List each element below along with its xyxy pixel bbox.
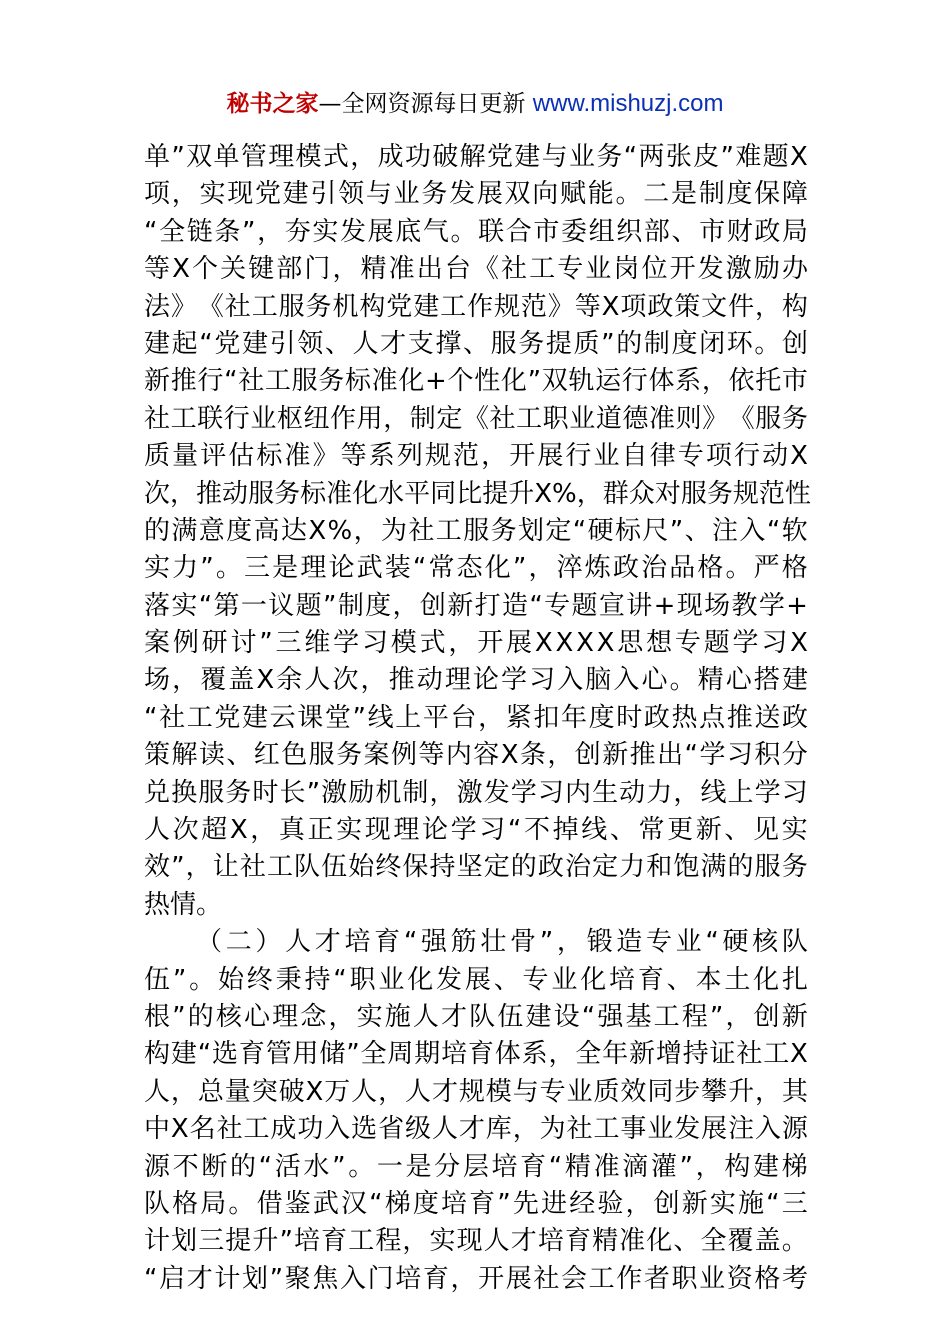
text-line [144,662,808,699]
text-line [144,438,808,475]
text-line-content: 质 量 评 估 标 准 》 等 系 列 规 范 ， 开 展 行 业 自 律 专 项 行 动 X [144,441,808,472]
text-line-content: （ 二 ） 人 才 培 育 “ 强 筋 壮 骨 ” ， 锻 造 专 业 “ 硬 核 队 [196,927,808,958]
text-line [144,1223,808,1260]
text-line-content: 热情。 [144,889,223,920]
header-url-link[interactable]: www.mishuzj.com [532,90,724,117]
text-line-content: 根 ” 的 核 心 理 念 ， 实 施 人 才 队 伍 建 设 “ 强 基 工 程 ” ， 创 新 [144,1001,808,1032]
text-line-content: 策 解 读 、 红 色 服 务 案 例 等 内 容 X 条 ， 创 新 推 出 “ 学 习 积 分 [144,740,808,771]
text-line [144,550,808,587]
text-line [144,1074,808,1111]
text-line-content: 人 ， 总 量 突 破 X 万 人 ， 人 才 规 模 与 专 业 质 效 同 步 攀 升 ， 其 [144,1076,808,1107]
text-line-content: 中 X 名 社 工 成 功 入 选 省 级 人 才 库 ， 为 社 工 事 业 发 展 注 入 源 [144,1114,808,1145]
text-line [144,588,808,625]
header-tagline: —全网资源每日更新 [318,91,533,117]
text-line-content: 社 工 联 行 业 枢 纽 作 用 ， 制 定 《 社 工 职 业 道 德 准 则 》 《 服 务 [144,403,808,434]
text-line [144,775,808,812]
text-line [144,401,808,438]
text-line [144,214,808,251]
text-line-content: 案 例 研 讨 ” 三 维 学 习 模 式 ， 开 展 X X X X 思 想 专 题 学 习 X [144,628,808,659]
text-line-content: 的 满 意 度 高 达 X % ， 为 社 工 服 务 划 定 “ 硬 标 尺 ” 、 注 入 “ 软 [144,515,808,546]
text-line [144,887,808,924]
text-line [144,363,808,400]
text-line-content: 项 ， 实 现 党 建 引 领 与 业 务 发 展 双 向 赋 能 。 二 是 制 度 保 障 [144,179,808,210]
text-line [144,326,808,363]
text-line [144,962,808,999]
text-line-content: 效 ” ， 让 社 工 队 伍 始 终 保 持 坚 定 的 政 治 定 力 和 饱 满 的 服 务 [144,852,808,883]
text-line-content: 兑 换 服 务 时 长 ” 激 励 机 制 ， 激 发 学 习 内 生 动 力 ， 线 上 学 习 [144,777,808,808]
text-line [144,1261,808,1298]
brand-name: 秘书之家 [226,91,319,117]
text-line [144,289,808,326]
text-line [144,513,808,550]
text-line-content: 计 划 三 提 升 ” 培 育 工 程 ， 实 现 人 才 培 育 精 准 化 、 全 覆 盖 。 [144,1226,808,1257]
text-line-content: 次 ， 推 动 服 务 标 准 化 水 平 同 比 提 升 X % ， 群 众 对 服 务 规 范 性 [144,478,811,509]
text-line-content: 法 》 《 社 工 服 务 机 构 党 建 工 作 规 范 》 等 X 项 政 策 文 件 ， 构 [144,291,808,322]
text-line [144,812,808,849]
text-line [144,176,808,213]
text-line-content: 新 推 行 “ 社 工 服 务 标 准 化 + 个 性 化 ” 双 轨 运 行 体 系 ， 依 托 市 [144,366,808,397]
text-line-content: 人 次 超 X ， 真 正 实 现 理 论 学 习 “ 不 掉 线 、 常 更 新 、 见 实 [144,815,808,846]
text-line-content: 场 ， 覆 盖 X 余 人 次 ， 推 动 理 论 学 习 入 脑 入 心 。 精 心 搭 建 [144,665,808,696]
text-line-content: 实 力 ” 。 三 是 理 论 武 装 “ 常 态 化 ” ， 淬 炼 政 治 品 格 。 严 格 [144,553,808,584]
text-line [144,1186,808,1223]
text-line [144,999,808,1036]
text-line-content: 队 格 局 。 借 鉴 武 汉 “ 梯 度 培 育 ” 先 进 经 验 ， 创 新 实 施 “ 三 [144,1188,808,1219]
document-body [144,139,811,1298]
text-line-content: “ 社 工 党 建 云 课 堂 ” 线 上 平 台 ， 紧 扣 年 度 时 政 热 点 推 送 政 [144,702,808,733]
text-line-content: 构 建 “ 选 育 管 用 储 ” 全 周 期 培 育 体 系 ， 全 年 新 增 持 证 社 工 X [144,1039,808,1070]
text-line [144,139,808,176]
text-line [144,924,808,961]
text-line [144,737,808,774]
text-line [144,251,808,288]
text-line-content: 源 不 断 的 “ 活 水 ” 。 一 是 分 层 培 育 “ 精 准 滴 灌 ” ， 构 建 梯 [144,1151,808,1182]
text-line [144,1111,808,1148]
text-line-content: 伍 ” 。 始 终 秉 持 “ 职 业 化 发 展 、 专 业 化 培 育 、 本 土 化 扎 [144,964,808,995]
text-line [144,1036,808,1073]
text-line [144,1149,808,1186]
text-line [144,625,808,662]
text-line-content: “ 全 链 条 ” ， 夯 实 发 展 底 气 。 联 合 市 委 组 织 部 、 市 财 政 局 [144,216,808,247]
text-line [144,700,808,737]
text-line-content: 单 ” 双 单 管 理 模 式 ， 成 功 破 解 党 建 与 业 务 “ 两 张 皮 ” 难 题 X [144,142,808,172]
page-header [0,86,950,122]
text-line-content: “ 启 才 计 划 ” 聚 焦 入 门 培 育 ， 开 展 社 会 工 作 者 职 业 资 格 考 [144,1263,808,1294]
text-line-content: 等 X 个 关 键 部 门 ， 精 准 出 台 《 社 工 专 业 岗 位 开 发 激 励 办 [144,254,808,285]
text-line-content: 建 起 “ 党 建 引 领 、 人 才 支 撑 、 服 务 提 质 ” 的 制 度 闭 环 。 创 [144,328,808,359]
text-line [144,476,811,513]
text-line-content: 落 实 “ 第 一 议 题 ” 制 度 ， 创 新 打 造 “ 专 题 宣 讲 + 现 场 教 学 + [144,590,808,621]
text-line [144,849,808,886]
